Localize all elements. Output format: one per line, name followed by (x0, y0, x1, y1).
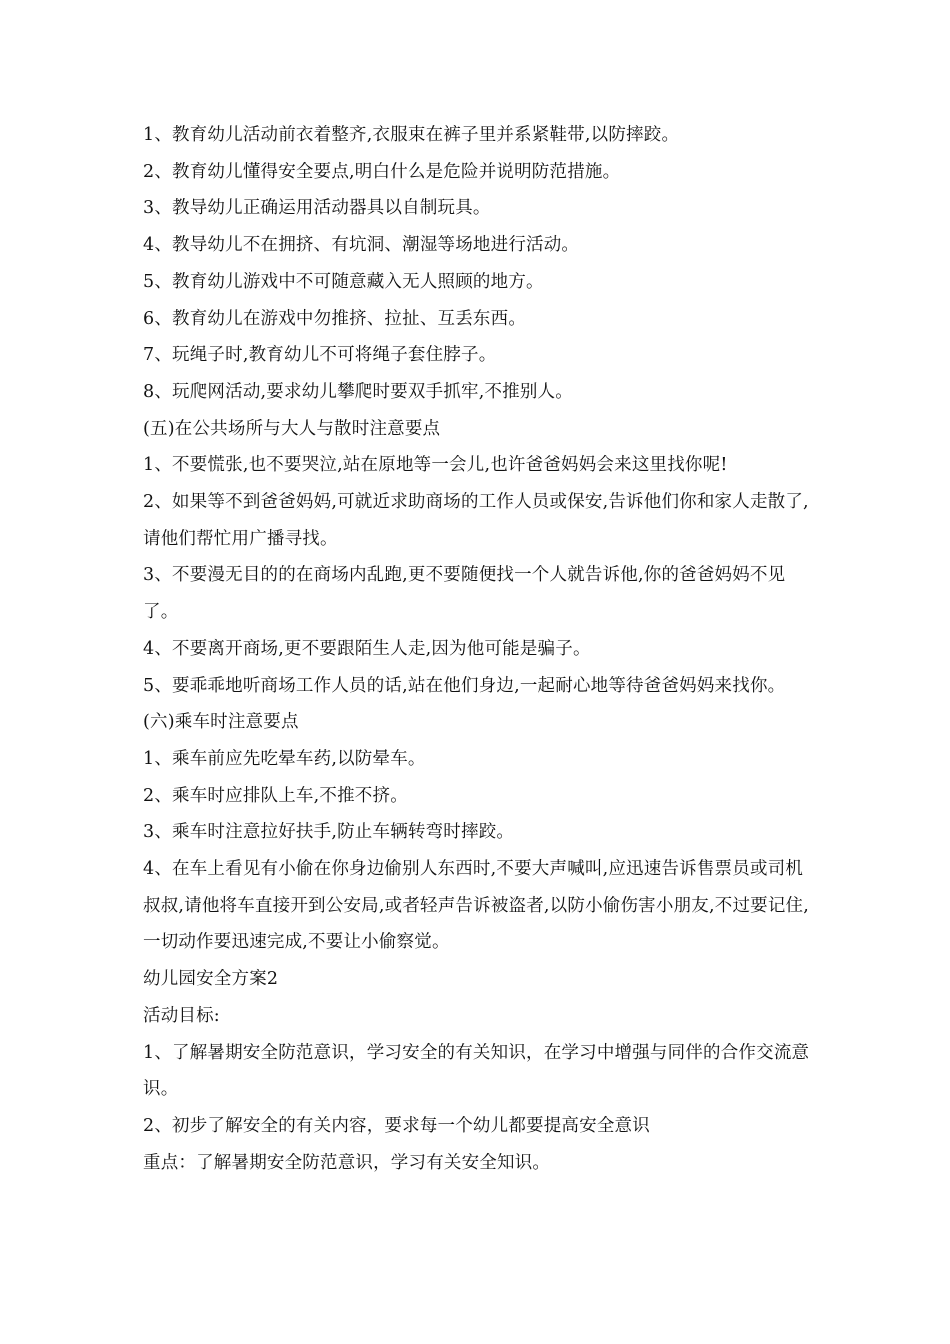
vehicle-rule-thief: 4、在车上看见有小偷在你身边偷别人东西时,不要大声喊叫,应迅速告诉售票员或司机叔叔,请他将车直接开到公安局,或者轻声告诉被盗者,以防小偷伤害小朋友,不过要记住,一切动作要迅速完成,不要让小偷察觉。 (143, 859, 810, 953)
goal-summer-safety: 1、了解暑期安全防范意识，学习安全的有关知识，在学习中增强与同伴的合作交流意识。 (143, 1042, 810, 1100)
rule-dress-neatly: 1、教育幼儿活动前衣着整齐,衣服束在裤子里并系紧鞋带,以防摔跤。 (143, 125, 680, 145)
rule-know-safety-points: 2、教育幼儿懂得安全要点,明白什么是危险并说明防范措施。 (143, 161, 621, 182)
section-heading-riding-vehicle: (六)乘车时注意要点 (143, 712, 299, 733)
public-rule-no-strangers: 4、不要离开商场,更不要跟陌生人走,因为他可能是骗子。 (143, 638, 591, 659)
vehicle-rule-queue: 2、乘车时应排队上车,不推不挤。 (143, 785, 408, 806)
public-rule-ask-staff: 2、如果等不到爸爸妈妈,可就近求助商场的工作人员或保安,告诉他们你和家人走散了,请他们帮忙用广播寻找。 (143, 492, 809, 549)
public-rule-stay-calm: 1、不要慌张,也不要哭泣,站在原地等一会儿,也许爸爸妈妈会来这里找你呢! (143, 455, 728, 476)
activity-goals-heading: 活动目标: (143, 1005, 220, 1026)
document-body (143, 117, 813, 1181)
section-heading-public-places: (五)在公共场所与大人与散时注意要点 (143, 418, 441, 439)
plan-title: 幼儿园安全方案2 (143, 969, 279, 990)
vehicle-rule-motion-sickness: 1、乘车前应先吃晕车药,以防晕车。 (143, 748, 426, 769)
public-rule-wait-with-staff: 5、要乖乖地听商场工作人员的话,站在他们身边,一起耐心地等待爸爸妈妈来找你。 (143, 675, 786, 696)
rule-avoid-crowded-places: 4、教导幼儿不在拥挤、有坑洞、潮湿等场地进行活动。 (143, 235, 580, 256)
rule-no-hiding: 5、教育幼儿游戏中不可随意藏入无人照顾的地方。 (143, 271, 544, 292)
rule-rope-safety: 7、玩绳子时,教育幼儿不可将绳子套住脖子。 (143, 345, 497, 366)
rule-use-equipment: 3、教导幼儿正确运用活动器具以自制玩具。 (143, 198, 491, 219)
vehicle-rule-handrail: 3、乘车时注意拉好扶手,防止车辆转弯时摔跤。 (143, 822, 515, 843)
public-rule-no-running: 3、不要漫无目的的在商场内乱跑,更不要随便找一个人就告诉他,你的爸爸妈妈不见了。 (143, 565, 786, 623)
goal-safety-awareness: 2、初步了解安全的有关内容，要求每一个幼儿都要提高安全意识 (143, 1115, 650, 1136)
rule-no-pushing: 6、教育幼儿在游戏中勿推挤、拉扯、互丢东西。 (143, 308, 527, 329)
key-point: 重点：了解暑期安全防范意识，学习有关安全知识。 (143, 1152, 551, 1173)
rule-climbing-net: 8、玩爬网活动,要求幼儿攀爬时要双手抓牢,不推别人。 (143, 381, 573, 402)
